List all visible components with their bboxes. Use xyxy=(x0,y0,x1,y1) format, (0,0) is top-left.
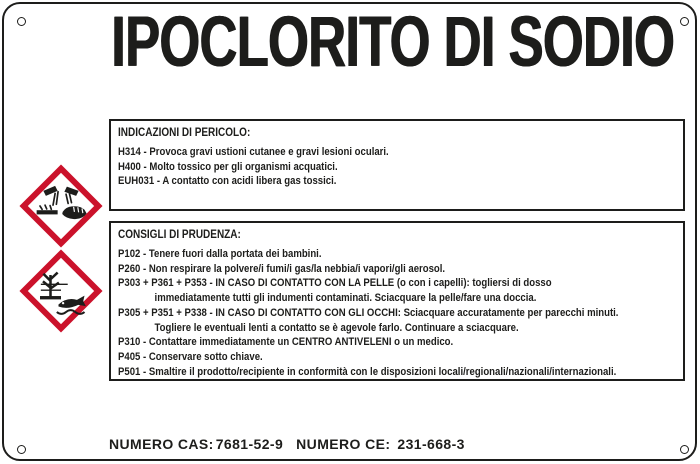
ghs09-environment-icon xyxy=(19,249,103,333)
precautionary-statement: P305 + P351 + P338 - IN CASO DI CONTATTO CON GLI OCCHI: Sciacquare accuratamente per parecchi minuti. xyxy=(118,306,619,319)
hazard-statements-box xyxy=(109,119,685,211)
precautionary-statement: P260 - Non respirare la polvere/i fumi/i gas/la nebbia/i vapori/gli aerosol. xyxy=(118,262,446,275)
mounting-hole-bottom-right xyxy=(680,445,689,454)
hazard-statement: H314 - Provoca gravi ustioni cutanee e gravi lesioni oculari. xyxy=(118,146,389,158)
precautionary-statement: P405 - Conservare sotto chiave. xyxy=(118,350,263,363)
precautionary-statement: P310 - Contattare immediatamente un CENTRO ANTIVELENI o un medico. xyxy=(118,336,454,349)
cas-number-value: 7681-52-9 xyxy=(215,436,284,452)
registry-numbers xyxy=(109,436,465,452)
ce-number-value: 231-668-3 xyxy=(397,436,465,452)
precautionary-statement: P102 - Tenere fuori dalla portata dei bambini. xyxy=(118,248,322,260)
prudence-box-heading: CONSIGLI DI PRUDENZA: xyxy=(118,229,241,241)
precautionary-statements-box xyxy=(109,221,685,381)
mounting-hole-top-left xyxy=(17,17,26,26)
ghs05-corrosive-icon xyxy=(19,164,103,248)
mounting-hole-top-right xyxy=(680,17,689,26)
mounting-hole-bottom-left xyxy=(17,445,26,454)
precautionary-statement: Togliere le eventuali lenti a contatto se è agevole farlo. Continuare a sciacquare. xyxy=(154,321,519,334)
hazard-statements-list xyxy=(118,145,676,189)
precautionary-statement: immediatamente tutti gli indumenti contaminati. Sciacquare la pelle/fare una doccia. xyxy=(154,292,537,305)
sign-panel xyxy=(2,2,697,461)
sign-title: IPOCLORITO DI SODIO xyxy=(111,3,675,82)
precautionary-statement: P501 - Smaltire il prodotto/recipiente in conformità con le disposizioni locali/regionali/nazionali/internazionali. xyxy=(118,365,617,378)
hazard-box-heading: INDICAZIONI DI PERICOLO: xyxy=(118,127,251,139)
hazard-statement: H400 - Molto tossico per gli organismi acquatici. xyxy=(118,160,338,173)
precautionary-statement: P303 + P361 + P353 - IN CASO DI CONTATTO CON LA PELLE (o con i capelli): togliersi di dosso xyxy=(118,277,552,290)
cas-number-label: NUMERO CAS: xyxy=(109,436,214,452)
hazard-statement: EUH031 - A contatto con acidi libera gas tossici. xyxy=(118,175,337,188)
precautionary-statements-list xyxy=(118,247,676,379)
ce-number-label: NUMERO CE: xyxy=(296,436,391,452)
